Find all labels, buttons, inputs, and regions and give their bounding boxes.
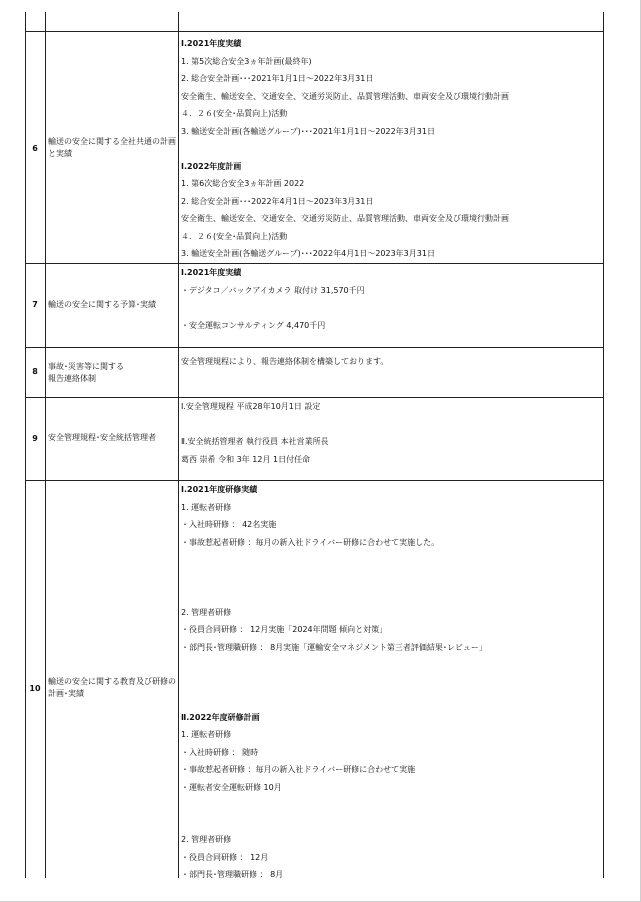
content-line: [181, 691, 601, 709]
section-heading: Ⅱ.2022年度研修計画: [181, 712, 260, 722]
content-line: 1. 第6次総合安全3ヵ年計画 2022: [181, 179, 305, 188]
content-line: 3. 輸送安全計画(各輸送グループ)･･･2021年1月1日～2022年3月31日: [181, 126, 435, 136]
section-heading: Ⅰ.2021年度実績: [181, 39, 242, 48]
content-line: ・デジタコ／バックアイカメラ 取付け 31,570千円: [181, 285, 365, 295]
row-label: 事故･災害等に関する 報告連絡体制: [48, 362, 124, 383]
row-label: 輸送の安全に関する予算･実績: [48, 300, 156, 309]
table-border-num: [45, 12, 46, 878]
content-line: ・事故惹起者研修 ：毎月の新入社ドライバー研修に合わせて実施: [181, 765, 416, 774]
content-line: 2. 総合安全計画･･･2022年4月1日～2023年3月31日: [181, 196, 374, 206]
content-line: 2. 管理者研修: [181, 835, 232, 844]
row-number: 8: [32, 367, 38, 376]
row-number: 7: [32, 300, 38, 309]
row-content: [181, 398, 601, 468]
content-line: [181, 140, 601, 158]
content-line: 1. 運転者研修: [181, 502, 232, 512]
content-line: 2. 総合安全計画･･･2021年1月1日～2022年3月31日: [181, 74, 374, 83]
content-line: [181, 674, 601, 692]
content-line: 安全衛生、輸送安全、交通安全、交通労災防止、品質管理活動、車両安全及び環境行動計画: [181, 214, 509, 223]
table-border-right: [603, 12, 604, 878]
content-line: 安全管理規程により、報告連絡体制を構築しております。: [181, 357, 389, 366]
section-heading: Ⅰ.2021年度研修実績: [181, 485, 258, 494]
content-line: ・部門長･管理職研修 ： 8月: [181, 870, 284, 879]
content-line: ４．２６(安全･品質向上)活動: [181, 231, 288, 241]
content-line: 葛西 崇希 令和 3年 12月 1日付任命: [181, 454, 311, 464]
row-number: 6: [32, 144, 38, 153]
content-line: 安全衛生、輸送安全、交通安全、交通労災防止、品質管理活動、車両安全及び環境行動計画: [181, 91, 509, 101]
content-line: 2. 管理者研修: [181, 607, 232, 617]
content-line: [181, 299, 601, 317]
row-divider: [25, 31, 603, 32]
row-label: 輸送の安全に関する教育及び研修の計画･実績: [48, 677, 176, 698]
content-line: [181, 656, 601, 674]
row-content: [181, 481, 601, 884]
content-line: [181, 569, 601, 587]
content-line: ・役員合同研修 ： 12月実施「2024年問題 傾向と対策」: [181, 625, 388, 634]
content-line: [181, 796, 601, 814]
content-line: [181, 416, 601, 434]
content-line: 3. 輸送安全計画(各輸送グループ)･･･2022年4月1日～2023年3月31日: [181, 249, 435, 258]
row-number: 10: [29, 684, 41, 693]
row-divider: [25, 347, 603, 348]
content-line: ・安全運転コンサルティング 4,470千円: [181, 320, 326, 330]
table-border-left: [25, 12, 26, 878]
section-heading: Ⅰ.2021年度実績: [181, 268, 242, 277]
content-line: 1. 第5次総合安全3ヵ年計画(最終年): [181, 56, 312, 66]
content-line: Ⅱ.安全統括管理者 執行役員 本社営業所長: [181, 437, 329, 446]
content-line: ４．２６(安全･品質向上)活動: [181, 109, 288, 118]
row-label: 安全管理規程･安全統括管理者: [48, 433, 156, 442]
row-number: 9: [32, 434, 38, 443]
content-line: ・部門長･管理職研修 ： 8月実施「運輸安全マネジメント第三者評価結果･レビュー」: [181, 642, 487, 652]
section-heading: Ⅰ.2022年度計画: [181, 161, 242, 171]
content-line: ・事故惹起者研修 ：毎月の新入社ドライバー研修に合わせて実施した。: [181, 537, 440, 547]
content-line: ・入社時研修 ： 42名実施: [181, 520, 277, 529]
row-content: [181, 264, 601, 334]
content-line: ・入社時研修 ： 随時: [181, 747, 259, 757]
row-content: [181, 35, 601, 263]
content-line: [181, 586, 601, 604]
row-label: 輸送の安全に関する全社共通の計画と実績: [48, 137, 176, 158]
row-content: [181, 353, 601, 371]
content-line: ・運転者安全運転研修 10月: [181, 782, 282, 792]
content-line: 1. 運転者研修: [181, 730, 232, 739]
content-line: Ⅰ.安全管理規程 平成28年10月1日 設定: [181, 402, 321, 411]
table-border-label: [178, 12, 179, 878]
content-line: [181, 814, 601, 832]
content-line: [181, 551, 601, 569]
content-line: ・役員合同研修 ： 12月: [181, 852, 269, 862]
